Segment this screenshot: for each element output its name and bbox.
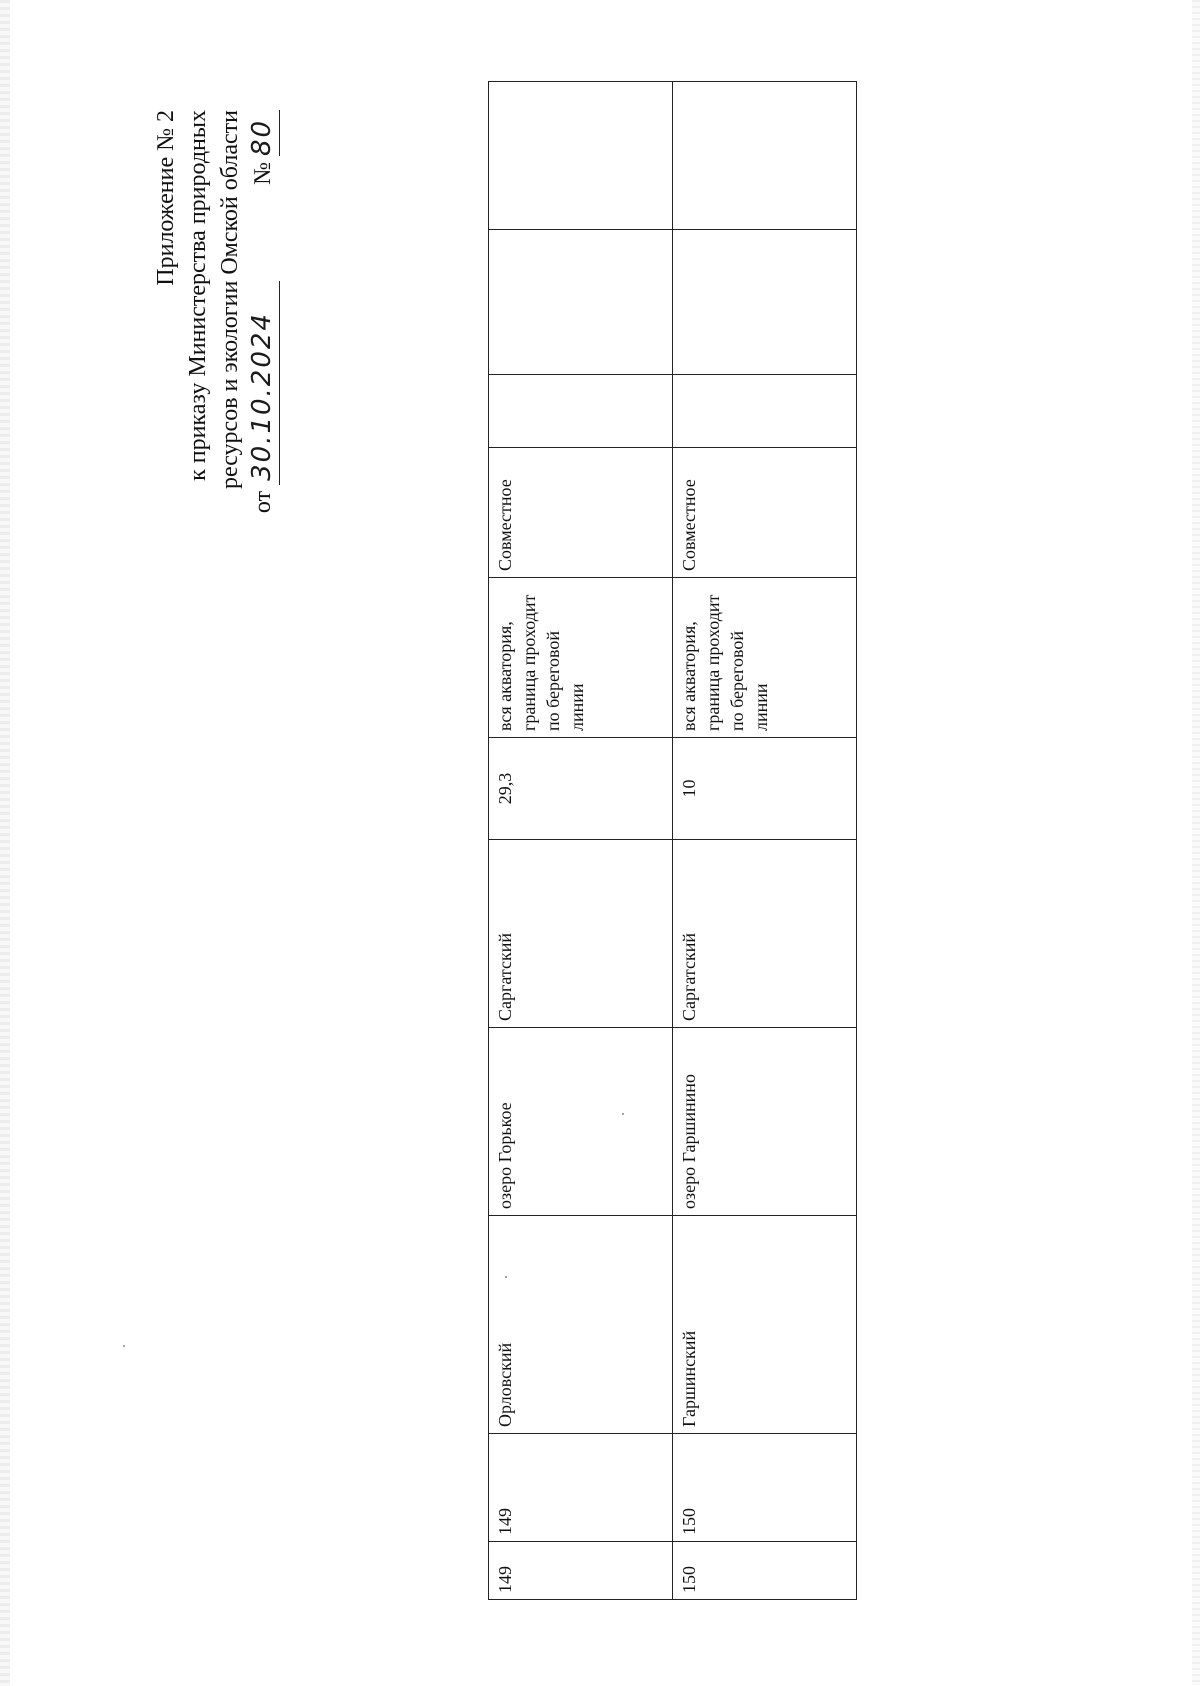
empty-cell (489, 82, 673, 230)
empty-cell (489, 375, 673, 448)
order-reference-line: к приказу Министерства природных (185, 110, 211, 481)
scan-edge-left (0, 0, 10, 1686)
handwritten-number: 80 (247, 118, 277, 156)
empty-cell (673, 230, 857, 375)
date-field (246, 281, 280, 485)
empty-cell (673, 375, 857, 448)
usage-type-cell: Совместное (673, 448, 857, 578)
scan-edge-right (1192, 0, 1200, 1686)
district-cell: Гаршинский (673, 1216, 857, 1434)
appendix-title: Приложение № 2 (153, 110, 179, 286)
water-body-cell: озеро Горькое (489, 1028, 673, 1216)
row-index-cell: 149 (489, 1542, 673, 1600)
boundary-cell: вся акватория, граница проходит по береговой линии (673, 578, 857, 738)
handwritten-date: 30.10.2024 (247, 312, 277, 481)
water-body-cell: озеро Гаршинино (673, 1028, 857, 1216)
size-cell: 29,3 (489, 738, 673, 840)
empty-cell (489, 230, 673, 375)
boundary-cell: вся акватория, граница проходит по береговой линии (489, 578, 673, 738)
water-bodies-table (488, 81, 857, 1600)
date-prefix: от (250, 490, 276, 514)
table-row (489, 82, 673, 1600)
empty-cell (673, 82, 857, 230)
row-number-cell: 149 (489, 1434, 673, 1542)
usage-type-cell: Совместное (489, 448, 673, 578)
document-header (150, 110, 280, 540)
size-cell: 10 (673, 738, 857, 840)
ministry-line: ресурсов и экологии Омской области (217, 110, 243, 490)
table-row (673, 82, 857, 1600)
number-field (246, 110, 280, 156)
rotated-page (80, 60, 1120, 1640)
row-index-cell: 150 (673, 1542, 857, 1600)
area-name-cell: Саргатский (673, 840, 857, 1028)
district-cell: Орловский (489, 1216, 673, 1434)
row-number-cell: 150 (673, 1434, 857, 1542)
date-number-line (246, 110, 280, 540)
number-prefix: № (250, 162, 276, 185)
area-name-cell: Саргатский (489, 840, 673, 1028)
